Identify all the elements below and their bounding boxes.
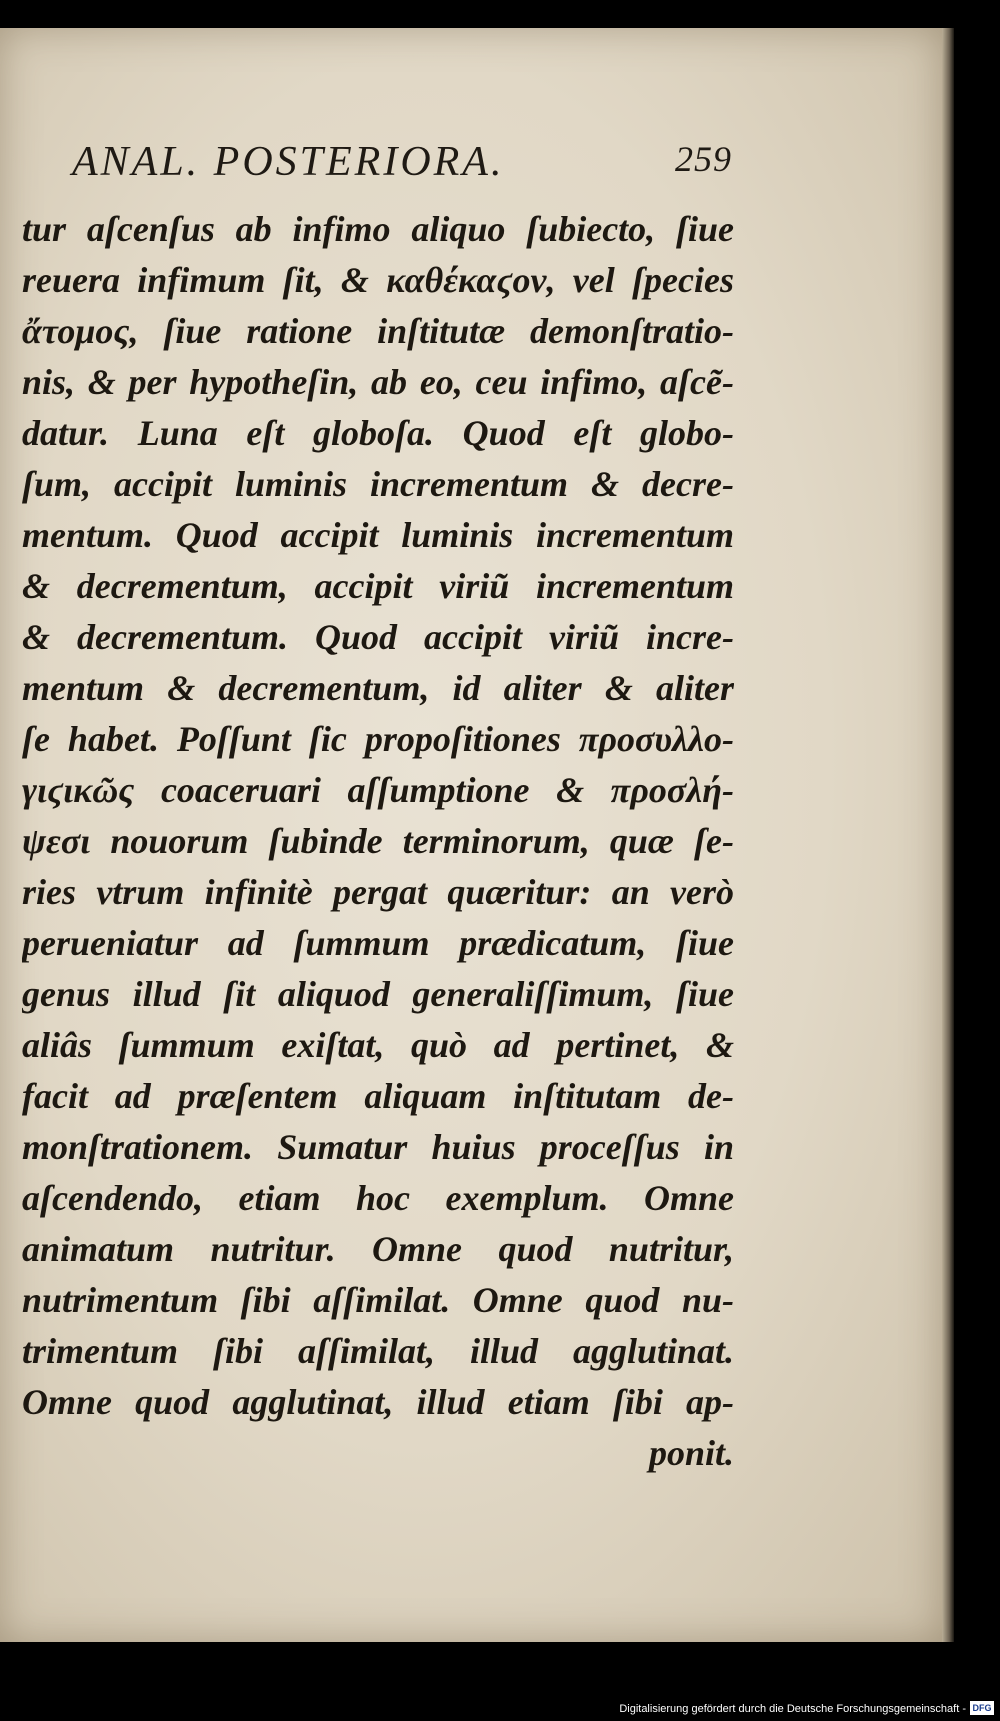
- text-line: perueniatur ad ſummum prædicatum, ſiue: [22, 923, 734, 963]
- text-line: aſcendendo, etiam hoc exemplum. Omne: [22, 1178, 734, 1218]
- text-line: facit ad præſentem aliquam inſtitutam de-: [22, 1076, 734, 1116]
- text-line: datur. Luna eſt globoſa. Quod eſt globo-: [22, 413, 734, 453]
- text-line: aliâs ſummum exiſtat, quò ad pertinet, &: [22, 1025, 734, 1065]
- footer-bar: [0, 1691, 1000, 1721]
- text-line: ries vtrum infinitè pergat quæritur: an verò: [22, 872, 734, 912]
- text-line: reuera infimum ſit, & καθέκαϛον, vel ſpecies: [22, 260, 734, 300]
- page-number: 259: [675, 139, 732, 179]
- text-line: & decrementum. Quod accipit viriũ incre-: [22, 617, 734, 657]
- text-line: animatum nutritur. Omne quod nutritur,: [22, 1229, 734, 1269]
- text-line: genus illud ſit aliquod generaliſſimum, ſiue: [22, 974, 734, 1014]
- text-line: mentum. Quod accipit luminis incrementum: [22, 515, 734, 555]
- text-line: ſe habet. Poſſunt ſic propoſitiones προσυλλο-: [22, 719, 734, 759]
- text-line: ſum, accipit luminis incrementum & decre-: [22, 464, 734, 504]
- catchword: ponit.: [648, 1433, 734, 1473]
- body-text: [22, 204, 734, 1479]
- page-header: [72, 138, 732, 196]
- text-line: nis, & per hypotheſin, ab eo, ceu infimo, aſcẽ-: [22, 362, 734, 402]
- running-title: ANAL. POSTERIORA.: [72, 139, 505, 185]
- dfg-logo-icon: DFG: [970, 1701, 994, 1715]
- text-line: nutrimentum ſibi aſſimilat. Omne quod nu-: [22, 1280, 734, 1320]
- text-line: monſtrationem. Sumatur huius proceſſus in: [22, 1127, 734, 1167]
- text-line: & decrementum, accipit viriũ incrementum: [22, 566, 734, 606]
- text-line: ψεσι nouorum ſubinde terminorum, quæ ſe-: [22, 821, 734, 861]
- text-line: Omne quod agglutinat, illud etiam ſibi ap-: [22, 1382, 734, 1422]
- text-line: tur aſcenſus ab infimo aliquo ſubiecto, ſiue: [22, 209, 734, 249]
- page-edge: [942, 28, 954, 1642]
- text-line: γιϛικῶς coaceruari aſſumptione & προσλή-: [22, 770, 734, 810]
- text-line: trimentum ſibi aſſimilat, illud agglutinat.: [22, 1331, 734, 1371]
- text-line: ἄτομος, ſiue ratione inſtitutæ demonſtratio-: [22, 311, 734, 351]
- text-line: mentum & decrementum, id aliter & aliter: [22, 668, 734, 708]
- digitization-credit: Digitalisierung gefördert durch die Deutsche Forschungsgemeinschaft -: [619, 1703, 966, 1715]
